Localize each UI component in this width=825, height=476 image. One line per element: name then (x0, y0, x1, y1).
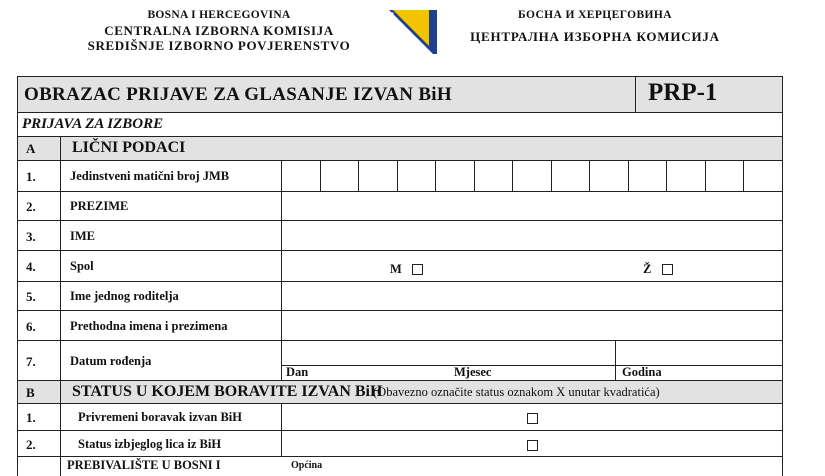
row-residence-label: PREBIVALIŠTE U BOSNI I (67, 458, 221, 472)
parent-name-field[interactable] (281, 282, 782, 310)
gender-m-checkbox[interactable] (412, 264, 423, 275)
row-parent-name (18, 281, 782, 310)
jmb-digit-3[interactable] (358, 161, 397, 191)
form-title: OBRAZAC PRIJAVE ZA GLASANJE IZVAN BiH (24, 84, 452, 105)
jmb-digit-8[interactable] (551, 161, 589, 191)
row-surname-num: 2. (26, 199, 36, 214)
row-gender (18, 250, 782, 281)
row-birth-date (18, 340, 782, 380)
jmb-digit-5[interactable] (435, 161, 474, 191)
form-code-cell (635, 77, 782, 112)
header-left-line-1: BOSNA I HERCEGOVINA (147, 9, 291, 21)
form-subtitle: PRIJAVA ZA IZBORE (22, 116, 164, 132)
row-jmb-label: Jedinstveni matični broj JMB (70, 169, 230, 183)
header-left-line-2: CENTRALNA IZBORNA KOMISIJA (104, 23, 334, 38)
jmb-digit-12[interactable] (705, 161, 743, 191)
row-birth-num: 7. (26, 354, 36, 369)
registration-form (17, 76, 783, 476)
section-b-header (18, 380, 782, 403)
row-previous-label: Prethodna imena i prezimena (70, 319, 228, 333)
gender-options (281, 251, 782, 281)
row-surname (18, 191, 782, 220)
form-title-row (18, 76, 782, 112)
birth-month-field[interactable] (452, 341, 615, 365)
row-previous-num: 6. (26, 319, 36, 334)
row-temporary-num: 1. (26, 410, 36, 425)
row-gender-label: Spol (70, 259, 94, 273)
header-right-line-1: БОСНА И ХЕРЦЕГОВИНА (518, 9, 672, 21)
jmb-digit-13[interactable] (743, 161, 782, 191)
row-jmb-num: 1. (26, 169, 36, 184)
section-a-letter: A (26, 141, 36, 156)
row-refugee-label: Status izbjeglog lica iz BiH (78, 437, 222, 451)
section-b-note: (Obavezno označite status oznakom X unutar kvadratića) (373, 385, 660, 399)
gender-f-checkbox[interactable] (662, 264, 673, 275)
birth-year-field[interactable] (616, 341, 783, 365)
row-name-num: 3. (26, 229, 36, 244)
jmb-digit-11[interactable] (666, 161, 705, 191)
bih-flag-icon (383, 10, 437, 54)
row-parent-label: Ime jednog roditelja (70, 289, 179, 303)
row-temporary-label: Privremeni boravak izvan BiH (78, 410, 242, 424)
birth-day-field[interactable] (282, 341, 452, 365)
row-temporary-stay (18, 403, 782, 430)
gender-f-label: Ž (643, 262, 652, 276)
header-right (440, 8, 750, 44)
birth-date-fields (281, 341, 782, 380)
refugee-status-checkbox[interactable] (527, 440, 538, 451)
jmb-digit-2[interactable] (320, 161, 358, 191)
row-refugee-num: 2. (26, 437, 36, 452)
birth-month-label: Mjesec (454, 365, 492, 379)
row-surname-label: PREZIME (70, 199, 129, 213)
surname-field[interactable] (281, 192, 782, 220)
temporary-stay-checkbox[interactable] (527, 413, 538, 424)
row-residence (18, 456, 782, 476)
birth-year-label: Godina (622, 365, 662, 379)
header-left-line-3: SREDIŠNJE IZBORNO POVJERENSTVO (87, 38, 351, 53)
row-refugee-status (18, 430, 782, 456)
previous-names-field[interactable] (281, 311, 782, 340)
section-a-header (18, 136, 782, 160)
form-subtitle-row (18, 112, 782, 136)
jmb-digit-1[interactable] (281, 161, 320, 191)
name-field[interactable] (281, 221, 782, 250)
birth-day-label: Dan (286, 365, 309, 379)
section-a-title: LIČNI PODACI (72, 139, 186, 156)
header-left (60, 8, 378, 53)
row-name-label: IME (70, 229, 95, 243)
jmb-digit-4[interactable] (397, 161, 435, 191)
row-name (18, 220, 782, 250)
header-right-line-2: ЦЕНТРАЛНА ИЗБОРНА КОМИСИЈА (470, 29, 720, 44)
gender-m-label: M (390, 262, 402, 276)
jmb-digit-7[interactable] (512, 161, 551, 191)
row-parent-num: 5. (26, 289, 36, 304)
row-previous-names (18, 310, 782, 340)
row-jmb (18, 160, 782, 191)
section-b-letter: B (26, 385, 35, 400)
jmb-digit-6[interactable] (474, 161, 512, 191)
row-gender-num: 4. (26, 259, 36, 274)
row-residence-extra: Općina (291, 460, 323, 471)
section-b-title: STATUS U KOJEM BORAVITE IZVAN BiH (72, 383, 383, 400)
form-code: PRP-1 (648, 79, 718, 106)
jmb-digit-9[interactable] (589, 161, 628, 191)
row-birth-label: Datum rođenja (70, 354, 152, 368)
jmb-digit-10[interactable] (628, 161, 666, 191)
